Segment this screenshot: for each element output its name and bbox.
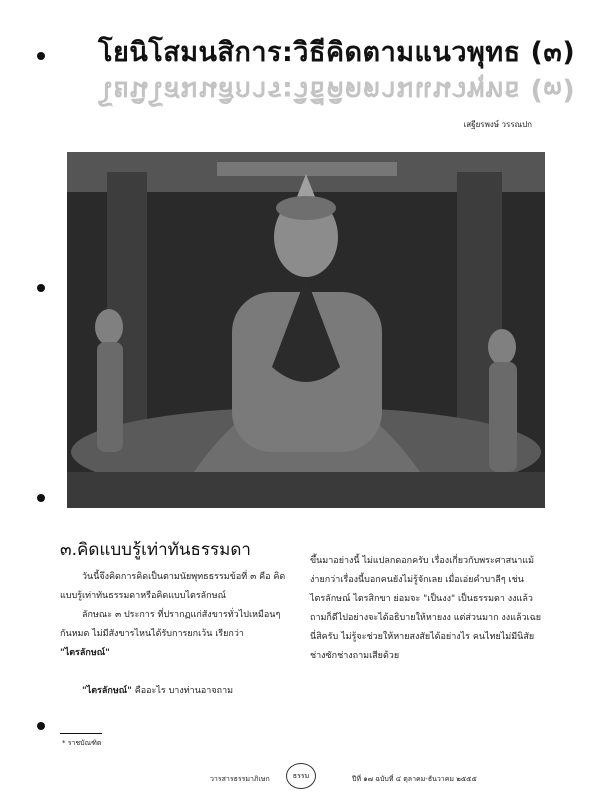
footnote-rule	[60, 733, 102, 734]
author-name: เสฐียรพงษ์ วรรณปก	[463, 120, 532, 129]
margin-bullet	[37, 494, 45, 502]
issue-info: ปีที่ ๑๗ ฉบับที่ ๔ ตุลาคม-ธันวาคม ๒๕๕๕	[352, 775, 477, 783]
paragraph: "ไตรลักษณ์" คืออะไร บางท่านอาจถาม	[82, 686, 234, 696]
title-reflection: โยนิโสมนสิการ:วิธีคิดตามแนวพุทธ (๓)	[98, 75, 576, 106]
margin-bullet	[37, 52, 45, 60]
margin-bullet	[37, 284, 45, 292]
text-column-left	[60, 568, 292, 701]
paragraph: ลักษณะ ๓ ประการ ที่ปรากฏแก่สังขารทั่วไปเหมือนๆ กันหมด ไม่มีสังขารไหนได้รับการยกเว้น เรียกว่า "ไตรลักษณ์"	[60, 610, 281, 658]
paragraph: ขึ้นมาอย่างนี้ ไม่แปลกดอกครับ เรื่องเกี่ยวกับพระศาสนาแม้ง่ายกว่าเรื่องนี้บอกคนยังไม่รู้จักเลย เมื่อเอ่ยคำบาลีๆ เช่น ไตรลักษณ์ ไตรสิกขา ย่อมจะ "เป็นงง" เป็นธรรมดา งงแล้วถามก็ดีไปอย่างจะได้อธิบายให้หายงง แต่ส่วนมาก งงแล้วเฉยนี่สิครับ ไม่รู้จะช่วยให้หายสงสัยได้อย่างไร คนไทยไม่มีนิสัยช่างซักช่างถามเสียด้วย	[310, 556, 542, 661]
text-column-right	[310, 552, 542, 666]
paragraph: วันนี้จึงคิดการคิดเป็นตามนัยพุทธธรรมข้อที่ ๓ คือ คิดแบบรู้เท่าทันธรรมดาหรือคิดแบบไตรลักษณ์	[60, 572, 286, 601]
page-footer	[60, 771, 550, 785]
buddha-photo	[67, 152, 545, 508]
footnote: * ราชบัณฑิต	[62, 739, 102, 747]
margin-bullet	[37, 722, 45, 730]
journal-logo: ธรรม	[286, 763, 316, 789]
bold-term: "ไตรลักษณ์"	[60, 648, 110, 658]
section-heading: ๓.คิดแบบรู้เท่าทันธรรมดา	[60, 540, 251, 560]
article-title: โยนิโสมนสิการ:วิธีคิดตามแนวพุทธ (๓)	[98, 37, 576, 68]
bold-term: "ไตรลักษณ์"	[82, 686, 132, 696]
buddha-illustration	[67, 152, 545, 508]
journal-name: วารสารธรรมาภิเษก	[210, 775, 270, 783]
